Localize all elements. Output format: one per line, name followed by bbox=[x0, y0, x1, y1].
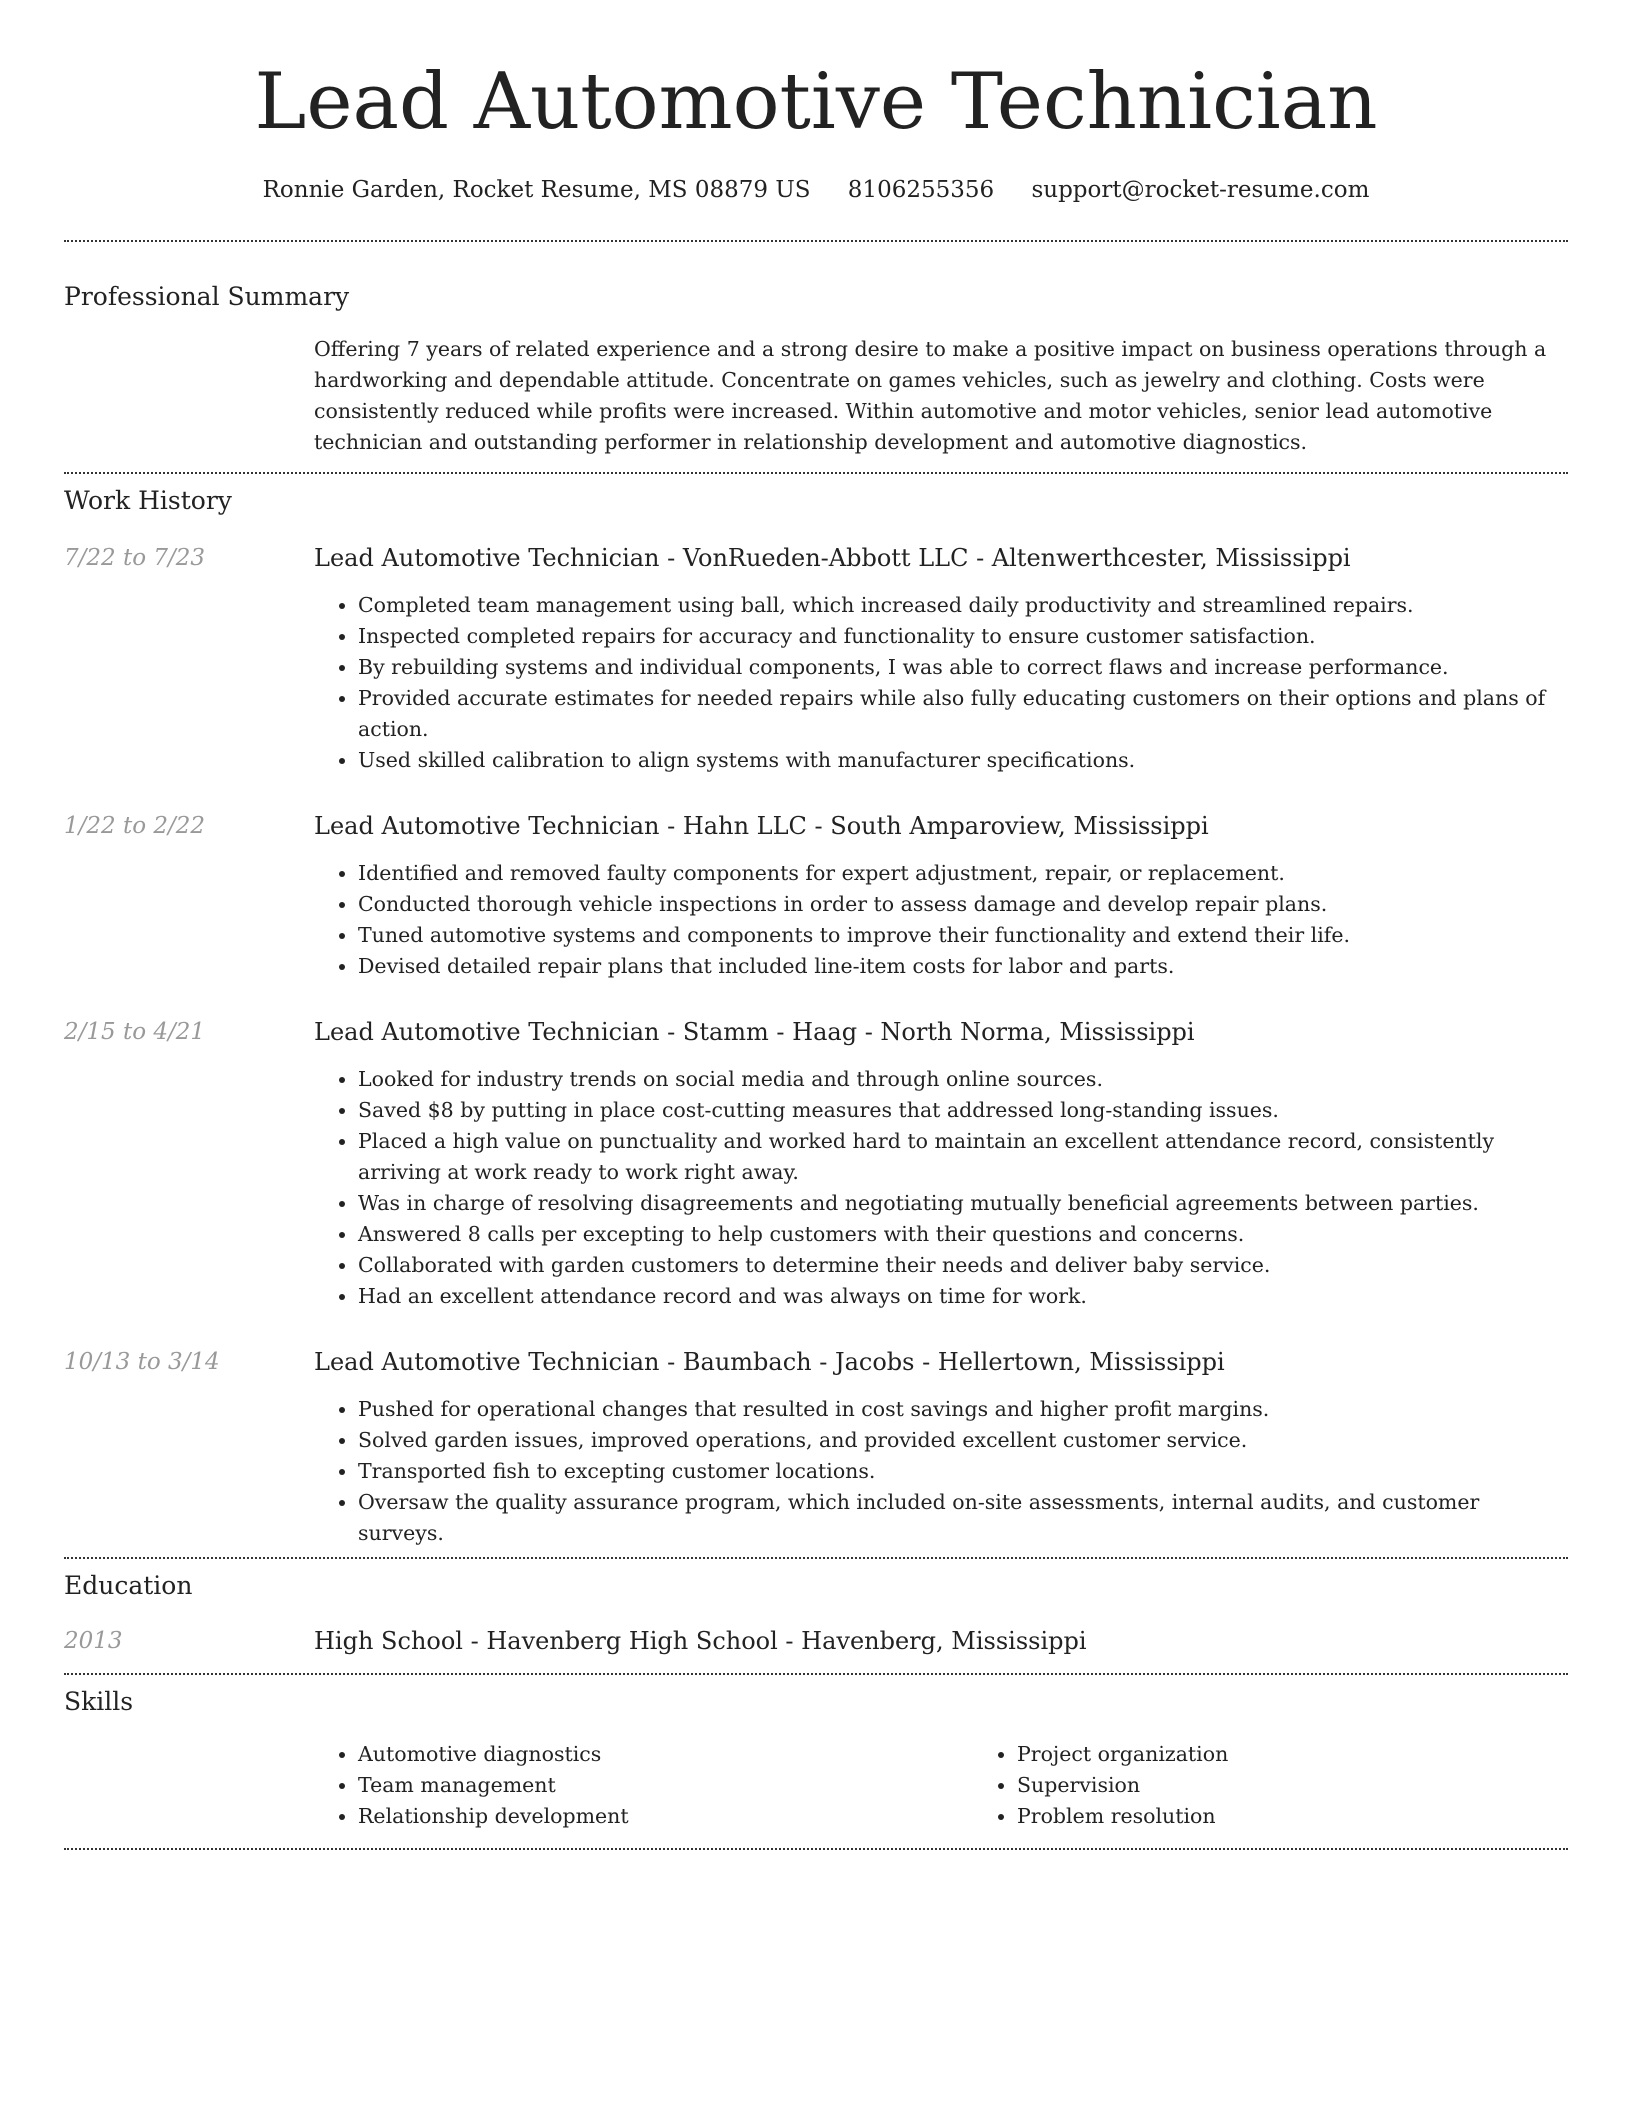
summary-heading: Professional Summary bbox=[64, 282, 350, 311]
skill-item: • Project organization bbox=[1017, 1739, 1632, 1770]
skill-item: • Problem resolution bbox=[1017, 1801, 1632, 1832]
list-item: • Answered 8 calls per excepting to help customers with their questions and concerns. bbox=[358, 1219, 1568, 1250]
skills-heading: Skills bbox=[64, 1687, 134, 1716]
job-title: Lead Automotive Technician - Baumbach - Jacobs - Hellertown, Mississippi bbox=[314, 1348, 1225, 1376]
job-bullets bbox=[314, 1064, 1568, 1312]
resume-title: Lead Automotive Technician bbox=[254, 57, 1378, 147]
skills-grid bbox=[314, 1739, 1632, 1832]
contact-address: Ronnie Garden, Rocket Resume, MS 08879 US bbox=[262, 177, 811, 203]
job-title: Lead Automotive Technician - Hahn LLC - South Amparoview, Mississippi bbox=[314, 812, 1209, 840]
list-item: • Completed team management using ball, which increased daily productivity and streamlined repairs. bbox=[358, 590, 1568, 621]
skills-list-left bbox=[314, 1739, 973, 1832]
job-bullets bbox=[314, 1394, 1568, 1549]
job-dates: 2/15 to 4/21 bbox=[64, 1019, 206, 1045]
list-item: • Transported fish to excepting customer locations. bbox=[358, 1456, 1568, 1487]
list-item: • Had an excellent attendance record and was always on time for work. bbox=[358, 1281, 1568, 1312]
list-item: • Provided accurate estimates for needed repairs while also fully educating customers on their options and plans of action. bbox=[358, 683, 1568, 745]
list-item: • Conducted thorough vehicle inspections in order to assess damage and develop repair plans. bbox=[358, 889, 1568, 920]
section-divider bbox=[64, 1557, 1568, 1559]
list-item: • Tuned automotive systems and components to improve their functionality and extend their life. bbox=[358, 920, 1568, 951]
job-title: Lead Automotive Technician - Stamm - Haag - North Norma, Mississippi bbox=[314, 1018, 1195, 1046]
contact-phone: 8106255356 bbox=[847, 177, 995, 203]
education-heading: Education bbox=[64, 1571, 193, 1600]
job-dates: 7/22 to 7/23 bbox=[64, 545, 206, 571]
list-item: • Oversaw the quality assurance program, which included on-site assessments, internal audits, and customer surveys. bbox=[358, 1487, 1568, 1549]
list-item: • Pushed for operational changes that resulted in cost savings and higher profit margins. bbox=[358, 1394, 1568, 1425]
skills-list-right bbox=[973, 1739, 1632, 1832]
list-item: • Saved $8 by putting in place cost-cutting measures that addressed long-standing issues. bbox=[358, 1095, 1568, 1126]
summary-row bbox=[64, 334, 1568, 458]
education-details: High School - Havenberg High School - Havenberg, Mississippi bbox=[314, 1627, 1087, 1655]
section-divider bbox=[64, 240, 1568, 242]
section-divider bbox=[64, 1673, 1568, 1675]
list-item: • Collaborated with garden customers to determine their needs and deliver baby service. bbox=[358, 1250, 1568, 1281]
job-title: Lead Automotive Technician - VonRueden-Abbott LLC - Altenwerthcester, Mississippi bbox=[314, 544, 1351, 572]
work-history-heading: Work History bbox=[64, 486, 232, 515]
list-item: • Placed a high value on punctuality and worked hard to maintain an excellent attendance record, consistently arriving at work ready to work right away. bbox=[358, 1126, 1568, 1188]
job-bullets bbox=[314, 858, 1568, 982]
contact-email: support@rocket-resume.com bbox=[1031, 177, 1370, 203]
skill-item: • Relationship development bbox=[358, 1801, 973, 1832]
list-item: • Solved garden issues, improved operations, and provided excellent customer service. bbox=[358, 1425, 1568, 1456]
summary-text: Offering 7 years of related experience and a strong desire to make a positive impact on business operations through a hardworking and dependable attitude. Concentrate on games vehicles, such as jewelry and clothing. Costs were consistently reduced while profits were increased. Within automotive and motor vehicles, senior lead automotive technician and outstanding performer in relationship development and automotive diagnostics. bbox=[314, 337, 1547, 454]
job-entry bbox=[64, 1346, 1568, 1549]
job-dates: 1/22 to 2/22 bbox=[64, 813, 206, 839]
education-entry bbox=[64, 1625, 1568, 1657]
resume-page bbox=[64, 0, 1568, 1850]
skill-item: • Automotive diagnostics bbox=[358, 1739, 973, 1770]
skill-item: • Team management bbox=[358, 1770, 973, 1801]
job-bullets bbox=[314, 590, 1568, 776]
job-dates: 10/13 to 3/14 bbox=[64, 1349, 220, 1375]
contact-line bbox=[64, 174, 1568, 206]
section-divider bbox=[64, 1848, 1568, 1850]
skills-row bbox=[64, 1739, 1568, 1832]
list-item: • Inspected completed repairs for accuracy and functionality to ensure customer satisfaction. bbox=[358, 621, 1568, 652]
list-item: • Devised detailed repair plans that included line-item costs for labor and parts. bbox=[358, 951, 1568, 982]
job-entry bbox=[64, 542, 1568, 776]
skill-item: • Supervision bbox=[1017, 1770, 1632, 1801]
education-year: 2013 bbox=[64, 1628, 123, 1654]
list-item: • Used skilled calibration to align systems with manufacturer specifications. bbox=[358, 745, 1568, 776]
list-item: • Was in charge of resolving disagreements and negotiating mutually beneficial agreements between parties. bbox=[358, 1188, 1568, 1219]
section-divider bbox=[64, 472, 1568, 474]
list-item: • Identified and removed faulty components for expert adjustment, repair, or replacement. bbox=[358, 858, 1568, 889]
list-item: • By rebuilding systems and individual components, I was able to correct flaws and increase performance. bbox=[358, 652, 1568, 683]
job-entry bbox=[64, 810, 1568, 982]
list-item: • Looked for industry trends on social media and through online sources. bbox=[358, 1064, 1568, 1095]
job-entry bbox=[64, 1016, 1568, 1312]
